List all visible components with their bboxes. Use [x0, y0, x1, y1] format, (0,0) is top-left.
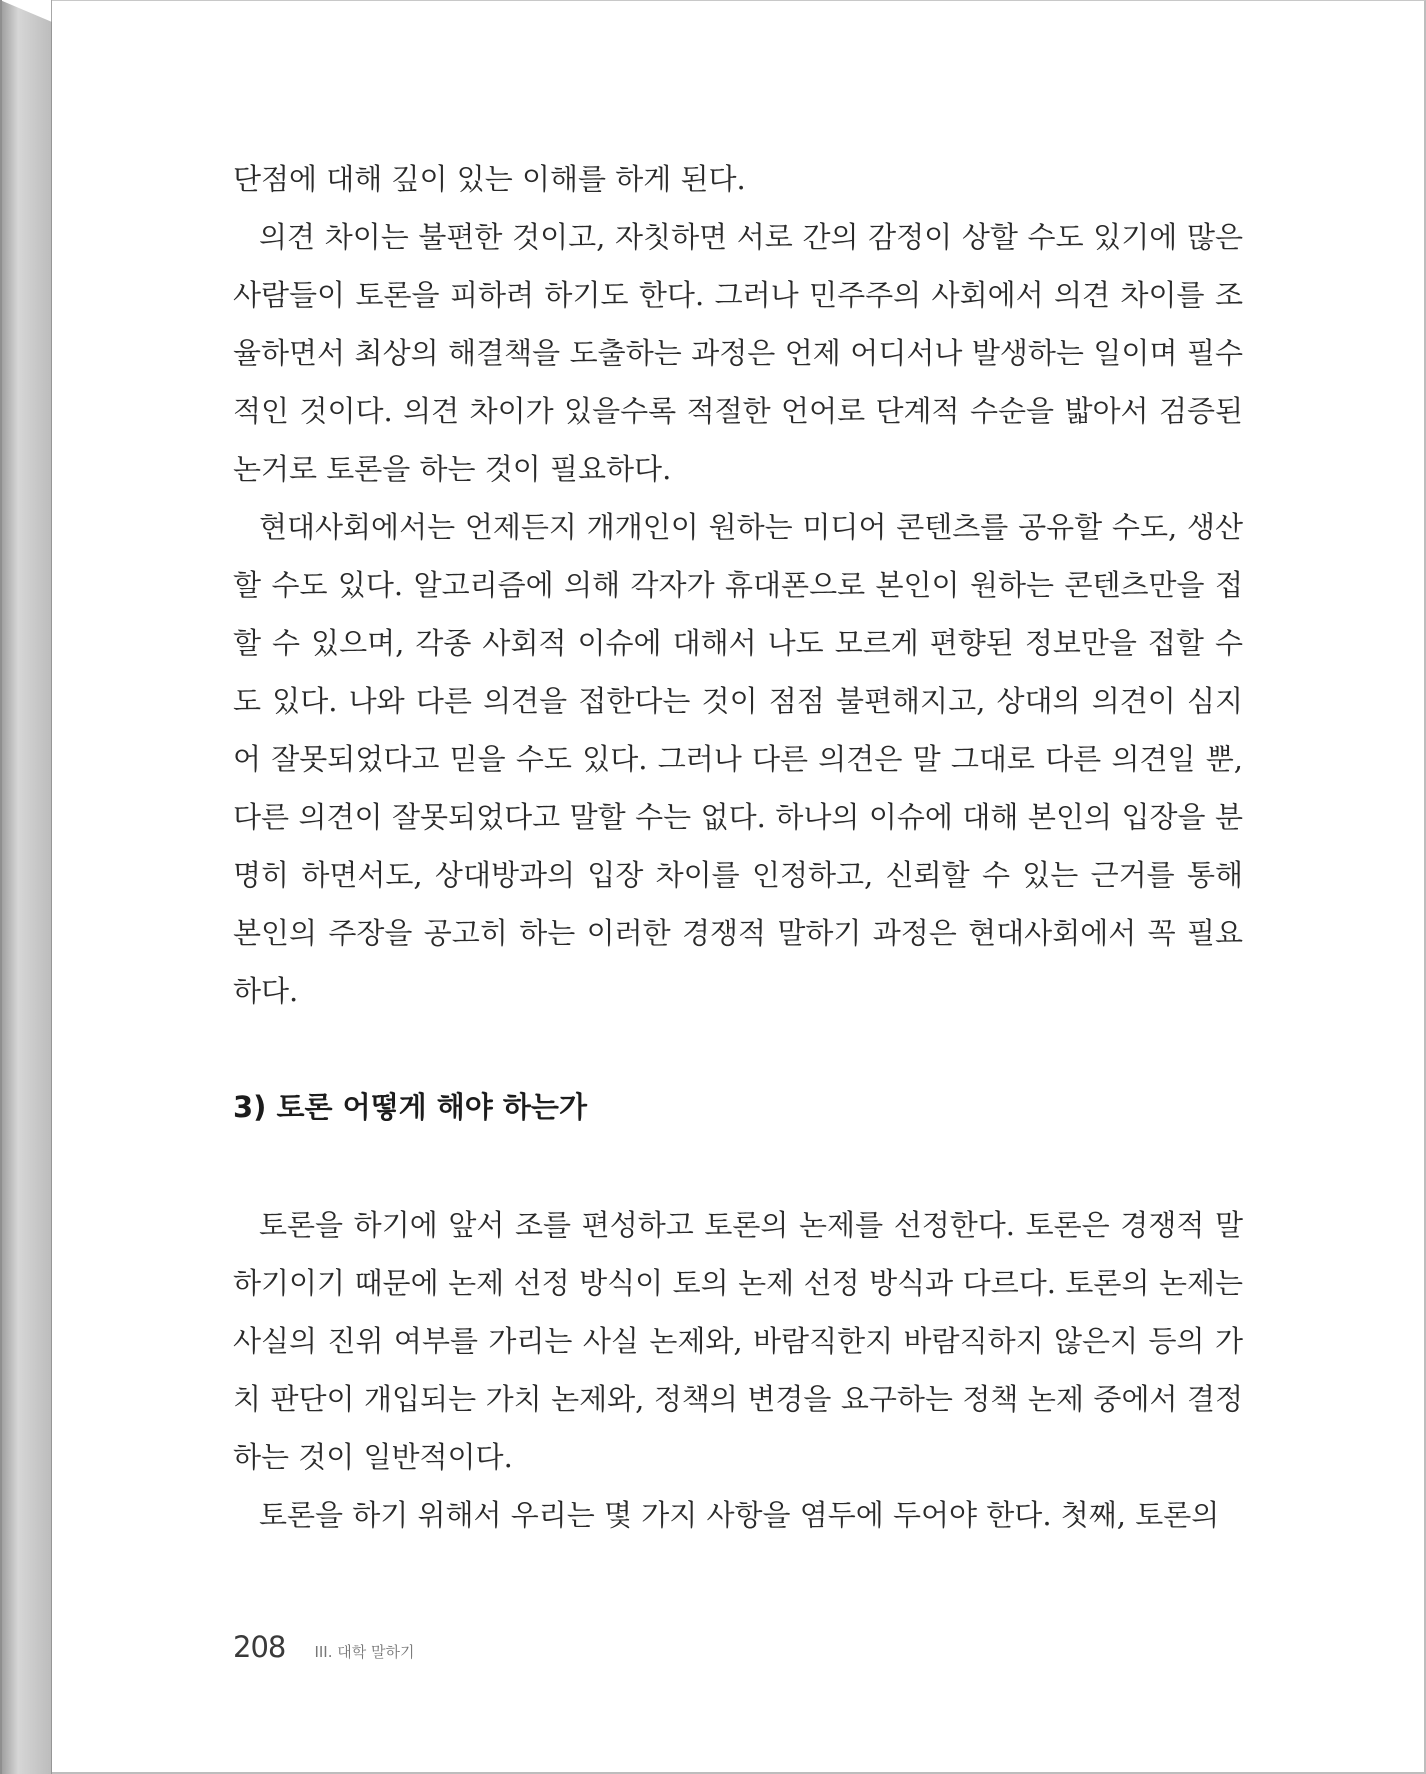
paragraph: 단점에 대해 깊이 있는 이해를 하게 된다.: [233, 162, 746, 196]
section-heading: 3) 토론 어떻게 해야 하는가: [233, 1090, 587, 1124]
paragraph: 토론을 하기 위해서 우리는 몇 가지 사항을 염두에 두어야 한다. 첫째, 토론의: [259, 1498, 1220, 1532]
body-text: [233, 150, 1243, 1020]
page-number: 208: [233, 1630, 286, 1664]
section-body-text: [233, 1196, 1243, 1544]
paragraph: 의견 차이는 불편한 것이고, 자칫하면 서로 간의 감정이 상할 수도 있기에 많은 사람들이 토론을 피하려 하기도 한다. 그러나 민주주의 사회에서 의견 차이를 조율하면서 최상의 해결책을 도출하는 과정은 언제 어디서나 발생하는 일이며 필수적인 것이다. 의견 차이가 있을수록 적절한 언어로 단계적 수순을 밟아서 검증된 논거로 토론을 하는 것이 필요하다.: [233, 220, 1243, 486]
paragraph: 현대사회에서는 언제든지 개개인이 원하는 미디어 콘텐츠를 공유할 수도, 생산할 수도 있다. 알고리즘에 의해 각자가 휴대폰으로 본인이 원하는 콘텐츠만을 접할 수 있으며, 각종 사회적 이슈에 대해서 나도 모르게 편향된 정보만을 접할 수도 있다. 나와 다른 의견을 접한다는 것이 점점 불편해지고, 상대의 의견이 심지어 잘못되었다고 믿을 수도 있다. 그러나 다른 의견은 말 그대로 다른 의견일 뿐, 다른 의견이 잘못되었다고 말할 수는 없다. 하나의 이슈에 대해 본인의 입장을 분명히 하면서도, 상대방과의 입장 차이를 인정하고, 신뢰할 수 있는 근거를 통해 본인의 주장을 공고히 하는 이러한 경쟁적 말하기 과정은 현대사회에서 꼭 필요하다.: [233, 510, 1243, 1008]
book-spine: [0, 0, 52, 1774]
running-head: III. 대학 말하기: [314, 1643, 415, 1661]
paragraph: 토론을 하기에 앞서 조를 편성하고 토론의 논제를 선정한다. 토론은 경쟁적 말하기이기 때문에 논제 선정 방식이 토의 논제 선정 방식과 다르다. 토론의 논제는 사실의 진위 여부를 가리는 사실 논제와, 바람직한지 바람직하지 않은지 등의 가치 판단이 개입되는 가치 논제와, 정책의 변경을 요구하는 정책 논제 중에서 결정하는 것이 일반적이다.: [233, 1208, 1243, 1474]
page-footer: [233, 1630, 414, 1664]
